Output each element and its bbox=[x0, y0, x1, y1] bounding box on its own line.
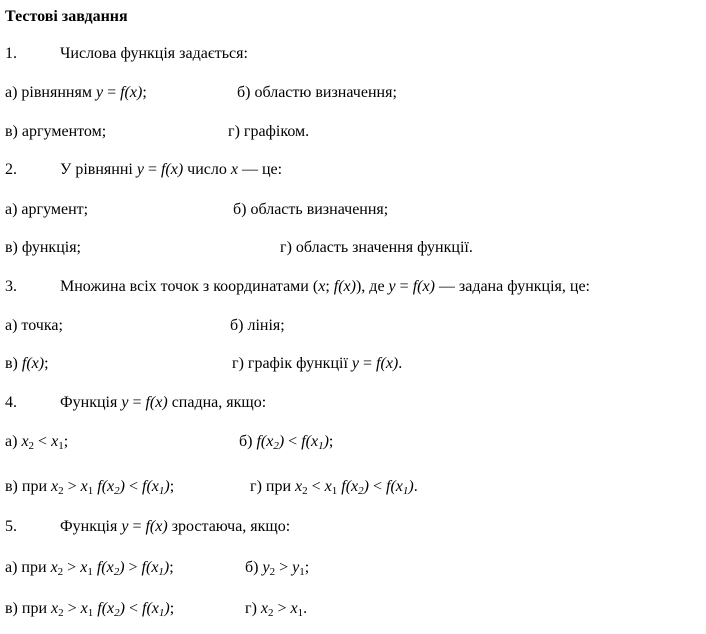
q2-option-d: г) область значення функції. bbox=[280, 239, 473, 256]
q2-option-c: в) функція; bbox=[5, 239, 81, 256]
question-text: Числова функція задається: bbox=[60, 45, 248, 62]
question-number: 2. bbox=[5, 161, 17, 178]
question-text: Функція y = f(x) зростаюча, якщо: bbox=[60, 518, 291, 535]
q3-option-a: а) точка; bbox=[5, 317, 63, 334]
q4-option-b: б) $f(x_2) < f(x_1)$; bbox=[239, 433, 334, 452]
q3-option-c: в) f(x); bbox=[5, 355, 49, 372]
q1-option-d: г) графіком. bbox=[228, 123, 310, 140]
q5-option-c: в) при $x_2 > x_1$ $f(x_2) < f(x_1)$; bbox=[5, 600, 175, 619]
question-5 bbox=[5, 518, 290, 536]
q3-option-d: г) графік функції y = f(x). bbox=[232, 355, 403, 372]
question-4 bbox=[5, 394, 266, 412]
q2-option-b: б) область визначення; bbox=[233, 201, 389, 218]
document-title: Тестові завдання bbox=[5, 8, 128, 25]
question-number: 1. bbox=[5, 45, 17, 62]
q3-option-b: б) лінія; bbox=[230, 317, 285, 334]
q4-option-a: а) $x_2 < x_1$; bbox=[5, 433, 69, 452]
q5-option-a: а) при $x_2 > x_1$ $f(x_2) > f(x_1)$; bbox=[5, 559, 174, 578]
question-2 bbox=[5, 161, 282, 179]
question-1 bbox=[5, 45, 248, 63]
question-number: 5. bbox=[5, 518, 17, 535]
q4-option-d: г) при $x_2 < x_1$ $f(x_2) < f(x_1)$. bbox=[250, 478, 418, 497]
q1-option-b: б) областю визначення; bbox=[237, 84, 397, 101]
question-text: У рівнянні y = f(x) число x — це: bbox=[60, 161, 283, 178]
q4-option-c: в) при $x_2 > x_1$ $f(x_2) < f(x_1)$; bbox=[5, 478, 175, 497]
q1-option-c: в) аргументом; bbox=[5, 123, 107, 140]
q1-option-a: а) рівнянням y = f(x); bbox=[5, 84, 147, 101]
question-number: 3. bbox=[5, 278, 17, 295]
q5-option-d: г) $x_2 > x_1$. bbox=[245, 600, 308, 619]
q5-option-b: б) $y_2 > y_1$; bbox=[245, 559, 310, 578]
question-text: Множина всіх точок з координатами (x; f(x)), де y = f(x) — задана функція, це: bbox=[60, 278, 590, 295]
question-number: 4. bbox=[5, 394, 17, 411]
q2-option-a: а) аргумент; bbox=[5, 201, 89, 218]
question-3 bbox=[5, 278, 590, 296]
question-text: Функція y = f(x) спадна, якщо: bbox=[60, 394, 267, 411]
